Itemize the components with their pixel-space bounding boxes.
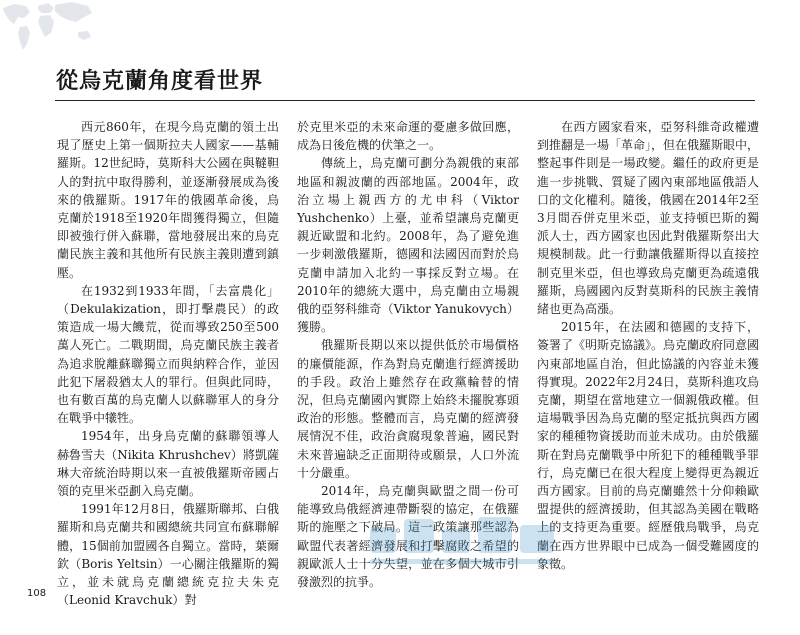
paragraph: 俄羅斯長期以來以提供低於市場價格的廉價能源，作為對烏克蘭進行經濟援助的手段。政治上雖然存在政黨輪替的情況，但烏克蘭國內實際上始終未擺脫寡頭政治的形態。整體而言，烏克蘭的經濟發展情況不佳，政治貪腐現象普遍，國民對未來普遍缺乏正面期待或願景，人口外流十分嚴重。 [297, 338, 519, 480]
page-title: 從烏克蘭角度看世界 [56, 69, 264, 94]
paragraph: 2014年，烏克蘭與歐盟之間一份可能導致烏俄經濟連帶斷裂的協定，在俄羅斯的施壓之下破局。這一政策讓那些認為歐盟代表著經濟發展和打擊腐敗之希望的親歐派人士十分失望，並在多個大城市引發激烈的抗爭。 [297, 484, 519, 590]
text-column-3 [537, 118, 759, 573]
paragraph: 在1932到1933年間，「去富農化」（Dekulakization，即打擊農民）的政策造成一場大饑荒，從而導致250至500萬人死亡。二戰期間，烏克蘭民族主義者為追求脫離蘇聯獨立而與納粹合作，並因此犯下屠殺猶太人的罪行。但與此同時，也有數百萬的烏克蘭人以蘇聯軍人的身分在戰爭中犧牲。 [57, 283, 279, 426]
paragraph: 1954年，出身烏克蘭的蘇聯領導人赫魯雪夫（Nikita Khrushchev）將凱薩琳大帝統治時期以來一直被俄羅斯帝國占領的克里米亞劃入烏克蘭。 [57, 429, 279, 499]
paragraph: 2015年，在法國和德國的支持下，簽署了《明斯克協議》。烏克蘭政府同意國內東部地區自治，但此協議的內容並未獲得實現。2022年2月24日，莫斯科進攻烏克蘭，期望在當地建立一個親俄政權。但這場戰爭因為烏克蘭的堅定抵抗與西方國家的種種物資援助而並未成功。由於俄羅斯在對烏克蘭戰爭中所犯下的種種戰爭罪行，烏克蘭已在很大程度上變得更為親近西方國家。目前的烏克蘭雖然十分仰賴歐盟提供的經濟援助，但其認為美國在戰略上的支持更為重要。經歷俄烏戰爭，烏克蘭在西方世界眼中已成為一個受難國度的象徵。 [537, 320, 760, 571]
paragraph: 傳統上，烏克蘭可劃分為親俄的東部地區和親波蘭的西部地區。2004年，政治立場上親西方的尤申科（Viktor Yushchenko）上臺，並希望讓烏克蘭更親近歐盟和北約。2008年，為了避免進一步刺激俄羅斯，德國和法國因而對於烏克蘭申請加入北約一事採反對立場。在2010年的總統大選中，烏克蘭由立場親俄的亞努科維奇（Viktor Yanukovych）獲勝。 [297, 156, 519, 335]
paragraph: 西元860年，在現今烏克蘭的領土出現了歷史上第一個斯拉夫人國家——基輔羅斯。12世紀時，莫斯科大公國在與韃靼人的對抗中取得勝利，並逐漸發展成為後來的俄羅斯。1917年的俄國革命後，烏克蘭於1918至1920年間獲得獨立，但隨即被強行併入蘇聯，當地發展出來的烏克蘭民族主義和其他所有民族主義則遭到鎮壓。 [57, 120, 279, 280]
title-divider [55, 100, 755, 101]
text-column-1 [57, 118, 279, 609]
paragraph: 於克里米亞的未來命運的憂慮多做回應，成為日後危機的伏筆之一。 [297, 120, 519, 153]
page-number: 108 [27, 588, 47, 599]
paragraph: 1991年12月8日，俄羅斯聯邦、白俄羅斯和烏克蘭共和國總統共同宣布蘇聯解體，15個前加盟國各自獨立。當時，葉爾欽（Boris Yeltsin）一心關注俄羅斯的獨立，並未就烏克蘭總統克拉夫朱克（Leonid Kravchuk）對 [57, 502, 279, 608]
paragraph: 在西方國家看來，亞努科維奇政權遭到推翻是一場「革命」，但在俄羅斯眼中，整起事件則是一場政變。繼任的政府更是進一步挑戰、質疑了國內東部地區俄語人口的文化權利。隨後，俄國在2014年2至3月間吞併克里米亞，並支持頓巴斯的獨派人士，西方國家也因此對俄羅斯祭出大規模制裁。此一行動讓俄羅斯得以直接控制克里米亞，但也導致烏克蘭更為疏遠俄羅斯，烏國國內反對莫斯科的民族主義情緒也更為高漲。 [537, 120, 760, 317]
text-column-2 [297, 118, 519, 591]
world-map-icon [0, 0, 95, 55]
